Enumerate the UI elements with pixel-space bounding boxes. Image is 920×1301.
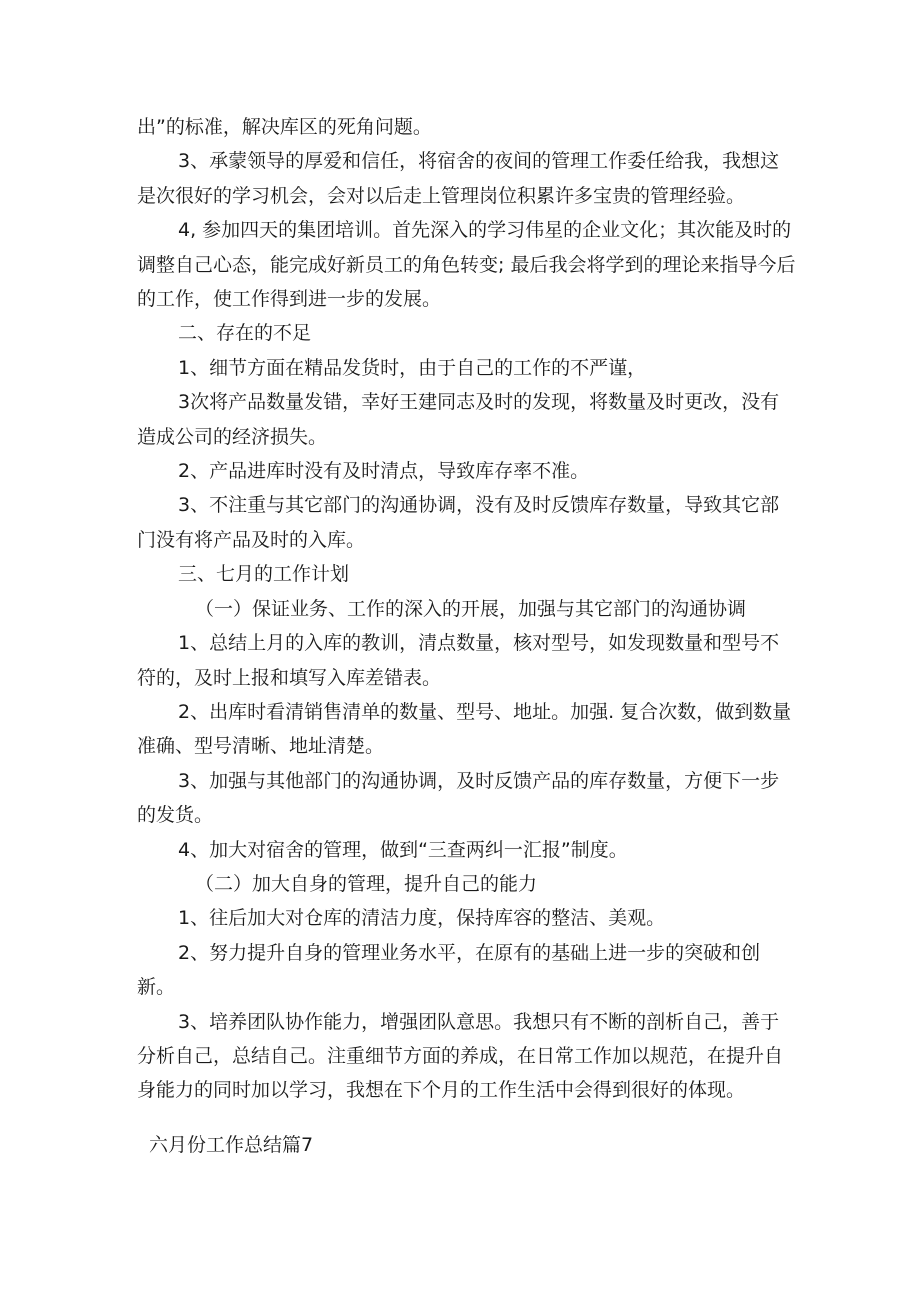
paragraph-plan-2-1: 1、往后加大对仓库的清洁力度，保持库容的整洁、美观。 — [178, 907, 666, 930]
subheading-plan-1: （一）保证业务、工作的深入的开展，加强与其它部门的沟通协调 — [195, 597, 747, 620]
paragraph-plan-1-1: 1、总结上月的入库的教训，清点数量，核对型号，如发现数量和型号不符的，及时上报和填写入库差错表。 — [137, 632, 780, 689]
paragraph-shortcoming-2: 2、产品进库时没有及时清点，导致库存率不准。 — [178, 460, 590, 483]
section-heading-shortcomings: 二、存在的不足 — [178, 322, 312, 345]
paragraph-plan-1-2: 2、出库时看清销售清单的数量、型号、地址。加强. 复合次数，做到数量准确、型号清晰、地址清楚。 — [137, 700, 792, 758]
section-heading-july-plan: 三、七月的工作计划 — [178, 563, 350, 586]
paragraph-shortcoming-3: 3、不注重与其它部门的沟通协调，没有及时反馈库存数量，导致其它部门没有将产品及时的入库。 — [137, 494, 780, 551]
paragraph-shortcoming-1: 1、细节方面在精品发货时，由于自己的工作的不严谨， — [178, 356, 647, 379]
paragraph-plan-2-2: 2、努力提升自身的管理业务水平，在原有的基础上进一步的突破和创新。 — [137, 941, 761, 999]
document-body — [137, 110, 797, 1162]
subheading-plan-2: （二）加大自身的管理，提升自己的能力 — [195, 872, 538, 895]
paragraph-item-3-dormitory: 3、承蒙领导的厚爱和信任，将宿舍的夜间的管理工作委任给我，我想这是次很好的学习机会，会对以后走上管理岗位积累许多宝贵的管理经验。 — [137, 150, 780, 207]
paragraph-continuation: 出”的标准，解决库区的死角问题。 — [137, 116, 432, 138]
paragraph-shortcoming-1-cont: 3次将产品数量发错，幸好王建同志及时的发现，将数量及时更改，没有造成公司的经济损失。 — [137, 391, 780, 448]
paragraph-plan-1-3: 3、加强与其他部门的沟通协调，及时反馈产品的库存数量，方便下一步的发货。 — [137, 769, 780, 827]
section-title-summary-7: 六月份工作总结篇7 — [149, 1133, 314, 1156]
paragraph-plan-1-4: 4、加大对宿舍的管理，做到“三查两纠一汇报”制度。 — [178, 838, 628, 861]
paragraph-plan-2-3: 3、培养团队协作能力，增强团队意思。我想只有不断的剖析自己，善于分析自己，总结自己。注重细节方面的养成，在日常工作加以规范，在提升自身能力的同时加以学习，我想在下个月的工作生活中会得到很好的体现。 — [137, 1010, 784, 1102]
paragraph-item-4-training: 4, 参加四天的集团培训。首先深入的学习伟星的企业文化；其次能及时的调整自己心态，能完成好新员工的角色转变; 最后我会将学到的理论来指导今后的工作，使工作得到进一步的发展。 — [137, 219, 796, 311]
